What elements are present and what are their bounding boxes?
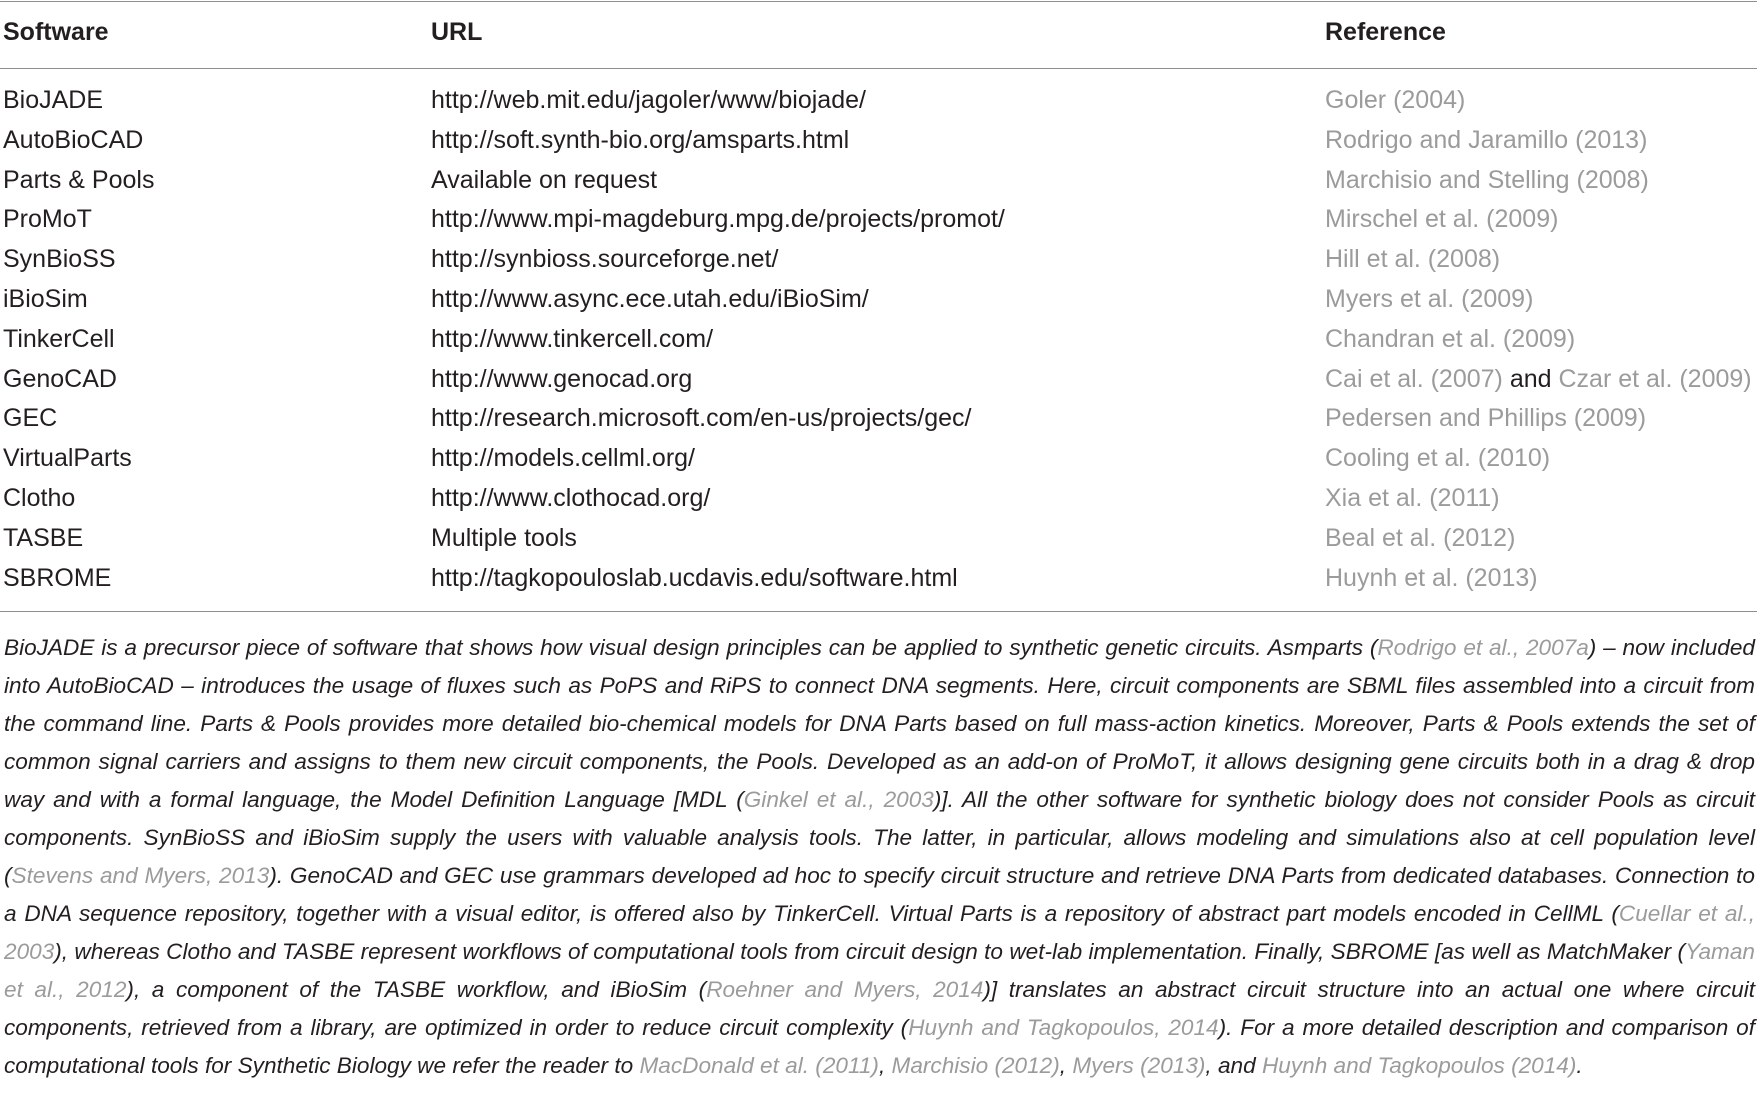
reference-link[interactable]: Cooling et al. (2010)	[1325, 444, 1551, 473]
software-name: BioJADE	[3, 86, 104, 114]
table-top-rule	[0, 1, 1757, 2]
reference-link[interactable]: Myers et al. (2009)	[1325, 284, 1534, 313]
table-row	[0, 120, 1757, 160]
software-name: Parts & Pools	[3, 165, 155, 194]
reference-cell	[1325, 398, 1646, 438]
table-row	[0, 438, 1757, 478]
table-row	[0, 359, 1757, 399]
reference-cell	[1325, 478, 1500, 518]
software-name: iBioSim	[3, 284, 88, 313]
table-row	[0, 518, 1757, 558]
note-text: ). GenoCAD and GEC use grammars developed ad hoc to specify circuit structure and retrieve DNA Parts from dedicated databases. Connection to a DNA sequence repository, together with a visual editor, is offered also by TinkerCell. Virtual Parts is a repository of abstract part models encoded in CellML (	[4, 863, 1755, 926]
software-url: http://www.async.ece.utah.edu/iBioSim/	[431, 284, 869, 313]
software-url: http://www.clothocad.org/	[431, 483, 711, 512]
reference-link[interactable]: Xia et al. (2011)	[1325, 483, 1500, 512]
citation-link[interactable]: Marchisio (2012)	[891, 1053, 1060, 1078]
reference-cell	[1325, 239, 1500, 279]
reference-link[interactable]: Huynh et al. (2013)	[1325, 563, 1538, 592]
software-url: http://synbioss.sourceforge.net/	[431, 245, 779, 274]
citation-link[interactable]: Roehner and Myers, 2014	[706, 977, 984, 1002]
software-name: SynBioSS	[3, 245, 116, 274]
header-software: Software	[3, 18, 109, 46]
reference-cell	[1325, 80, 1465, 120]
software-name: VirtualParts	[3, 444, 132, 473]
software-name: ProMoT	[3, 205, 92, 234]
note-text: , and	[1205, 1053, 1262, 1078]
reference-cell	[1325, 319, 1575, 359]
header-url: URL	[431, 18, 483, 46]
table-bottom-rule	[0, 611, 1757, 612]
reference-link[interactable]: Cai et al. (2007)	[1325, 364, 1503, 393]
reference-cell	[1325, 160, 1649, 200]
note-text: )] translates an abstract circuit structure into an actual one where circuit components, retrieved from a library, are optimized in order to reduce circuit complexity (	[4, 977, 1755, 1040]
table-row	[0, 319, 1757, 359]
table-footnote	[4, 629, 1755, 1085]
citation-link[interactable]: Yaman et al., 2012	[4, 939, 1755, 1002]
table-row	[0, 239, 1757, 279]
software-url: http://www.tinkercell.com/	[431, 324, 714, 353]
citation-link[interactable]: Huynh and Tagkopoulos, 2014	[908, 1015, 1219, 1040]
citation-link[interactable]: Rodrigo et al., 2007a	[1377, 635, 1589, 660]
reference-cell	[1325, 359, 1752, 399]
citation-link[interactable]: Stevens and Myers, 2013	[11, 863, 270, 888]
software-url: http://web.mit.edu/jagoler/www/biojade/	[431, 86, 866, 114]
reference-cell	[1325, 558, 1538, 598]
note-text: ), a component of the TASBE workflow, and iBioSim (	[126, 977, 707, 1002]
note-text: ). For a more detailed description and comparison of computational tools for Synthetic Biology we refer the reader to	[4, 1015, 1755, 1078]
table-row	[0, 398, 1757, 438]
software-name: GEC	[3, 404, 58, 433]
note-text: ,	[1059, 1053, 1073, 1078]
citation-link[interactable]: Huynh and Tagkopoulos (2014)	[1261, 1053, 1577, 1078]
reference-link[interactable]: Chandran et al. (2009)	[1325, 324, 1576, 353]
software-url: http://www.genocad.org	[431, 364, 693, 393]
reference-conjunction: and	[1502, 364, 1559, 393]
software-name: GenoCAD	[3, 364, 117, 393]
table-row	[0, 558, 1757, 598]
reference-cell	[1325, 279, 1533, 319]
software-name: TinkerCell	[3, 324, 115, 353]
reference-cell	[1325, 438, 1550, 478]
note-text: ), whereas Clotho and TASBE represent workflows of computational tools from circuit design to wet-lab implementation. Finally, SBROME [as well as MatchMaker (	[54, 939, 1686, 964]
reference-cell	[1325, 199, 1558, 239]
citation-link[interactable]: MacDonald et al. (2011)	[639, 1053, 879, 1078]
reference-link[interactable]: Beal et al. (2012)	[1325, 523, 1516, 552]
note-text: )]. All the other software for synthetic biology does not consider Pools as circuit components. SynBioSS and iBioSim supply the users with valuable analysis tools. The latter, in particular, allows modeling and simulations also at cell population level (	[4, 787, 1755, 888]
note-text: BioJADE is a precursor piece of software that shows how visual design principles can be applied to synthetic genetic circuits. Asmparts (	[4, 635, 1378, 660]
header-reference: Reference	[1325, 18, 1446, 46]
software-name: AutoBioCAD	[3, 125, 144, 154]
table-body	[0, 80, 1757, 597]
reference-cell	[1325, 518, 1515, 558]
note-text: .	[1576, 1053, 1583, 1078]
reference-link[interactable]: Pedersen and Phillips (2009)	[1325, 404, 1647, 433]
table-header-rule	[0, 68, 1757, 69]
table-row	[0, 80, 1757, 120]
software-name: TASBE	[3, 523, 84, 552]
reference-link[interactable]: Hill et al. (2008)	[1325, 245, 1501, 274]
table-row	[0, 279, 1757, 319]
citation-link[interactable]: Ginkel et al., 2003	[743, 787, 934, 812]
reference-cell	[1325, 120, 1647, 160]
software-name: Clotho	[3, 483, 76, 512]
reference-link[interactable]: Rodrigo and Jaramillo (2013)	[1325, 125, 1648, 154]
software-url: http://www.mpi-magdeburg.mpg.de/projects/promot/	[431, 205, 1005, 234]
software-url: http://research.microsoft.com/en-us/projects/gec/	[431, 404, 972, 433]
software-url: http://tagkopouloslab.ucdavis.edu/software.html	[431, 563, 958, 592]
note-text: ) – now included into AutoBioCAD – introduces the usage of fluxes such as PoPS and RiPS to connect DNA segments. Here, circuit components are SBML files assembled into a circuit from the command line. Parts & Pools provides more detailed bio-chemical models for DNA Parts based on full mass-action kinetics. Moreover, Parts & Pools extends the set of common signal carriers and assigns to them new circuit components, the Pools. Developed as an add-on of ProMoT, it allows designing gene circuits both in a drag & drop way and with a formal language, the Model Definition Language [MDL (	[4, 635, 1755, 812]
table-header-row	[0, 14, 1757, 50]
reference-link[interactable]: Goler (2004)	[1325, 86, 1466, 114]
reference-link[interactable]: Marchisio and Stelling (2008)	[1325, 165, 1649, 194]
software-url: Available on request	[431, 165, 658, 194]
software-url: http://soft.synth-bio.org/amsparts.html	[431, 125, 850, 154]
citation-link[interactable]: Cuellar et al., 2003	[4, 901, 1755, 964]
table-row	[0, 160, 1757, 200]
citation-link[interactable]: Myers (2013)	[1072, 1053, 1206, 1078]
note-text: ,	[878, 1053, 892, 1078]
software-url: Multiple tools	[431, 523, 577, 552]
table-row	[0, 478, 1757, 518]
reference-link[interactable]: Mirschel et al. (2009)	[1325, 205, 1559, 234]
software-url: http://models.cellml.org/	[431, 444, 695, 473]
table-row	[0, 199, 1757, 239]
software-name: SBROME	[3, 563, 112, 592]
reference-link[interactable]: Czar et al. (2009)	[1558, 364, 1752, 393]
